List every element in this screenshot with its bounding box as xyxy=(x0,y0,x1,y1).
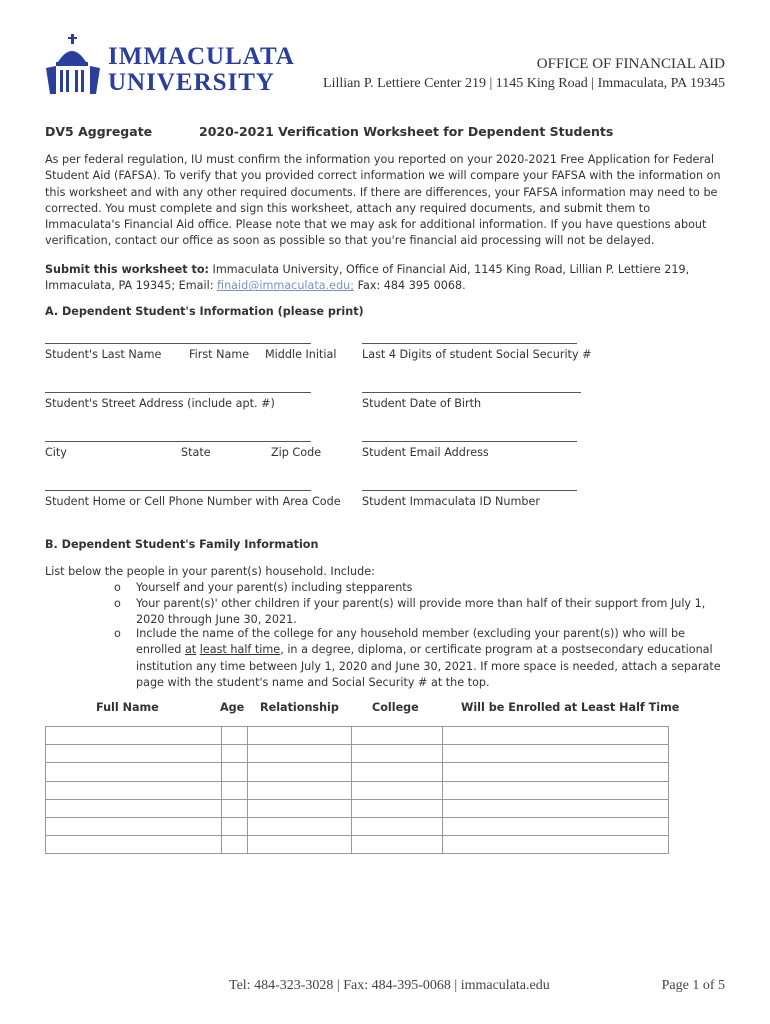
dob-label: Student Date of Birth xyxy=(362,397,482,410)
intro-paragraph: As per federal regulation, IU must confirm the information you reported on your 2020-2021 Free Application for Federal Student Aid (FAFSA). To verify that you provided correct information we will compare your FAFSA with the information on this worksheet and with any other required documents. If there are differences, your FAFSA information may need to be corrected. You must complete and sign this worksheet, attach any required documents, and submit them to Immaculata's Financial Aid office. Please note that we may ask for additional information. If you have questions about verification, contact our office as soon as possible so that you're financial aid processing will not be delayed. xyxy=(45,153,721,248)
logo-line2: UNIVERSITY xyxy=(108,69,275,96)
state-label: State xyxy=(181,446,211,459)
street-line[interactable] xyxy=(45,392,311,393)
submit-label: Submit this worksheet to: xyxy=(45,263,209,276)
item3-pre: Include the name of the college for any household member (excluding your parent(s)) who will be enrolled xyxy=(136,627,685,657)
email-link[interactable]: finaid@immaculata.edu; xyxy=(217,279,355,293)
col-college: College xyxy=(372,701,419,714)
item3-underline-2: least half time xyxy=(199,643,281,657)
table-row xyxy=(46,817,669,835)
last-name-label: Student's Last Name xyxy=(45,348,162,361)
section-b-heading: B. Dependent Student's Family Information xyxy=(45,538,319,551)
table-row xyxy=(46,781,669,799)
list-item-1: Yourself and your parent(s) including stepparents xyxy=(136,581,413,594)
email-label: Student Email Address xyxy=(362,446,489,459)
office-address: Lillian P. Lettiere Center 219 | 1145 King Road | Immaculata, PA 19345 xyxy=(323,76,725,91)
form-code: DV5 Aggregate xyxy=(45,124,153,139)
col-full-name: Full Name xyxy=(96,701,159,714)
phone-line[interactable] xyxy=(45,490,311,491)
list-item-3 xyxy=(136,626,726,691)
city-line[interactable] xyxy=(45,441,311,442)
household-table xyxy=(45,726,669,854)
city-label: City xyxy=(45,446,67,459)
ssn-line[interactable] xyxy=(362,343,577,344)
email-line[interactable] xyxy=(362,441,577,442)
dome-icon xyxy=(44,32,104,96)
list-item-2: Your parent(s)' other children if your parent(s) will provide more than half of their support from July 1, 2020 through June 30, 2021. xyxy=(136,597,706,627)
street-label: Student's Street Address (include apt. #) xyxy=(45,397,275,410)
bullet-1: o xyxy=(114,581,121,594)
university-logo xyxy=(44,32,295,96)
footer-contact: Tel: 484-323-3028 | Fax: 484-395-0068 | immaculata.edu xyxy=(229,978,550,993)
col-relationship: Relationship xyxy=(260,701,339,714)
table-row xyxy=(46,836,669,854)
zip-label: Zip Code xyxy=(271,446,322,459)
ssn-label: Last 4 Digits of student Social Security # xyxy=(362,348,592,361)
form-title: 2020-2021 Verification Worksheet for Dependent Students xyxy=(199,124,614,139)
logo-line1: IMMACULATA xyxy=(108,43,295,70)
table-row xyxy=(46,727,669,745)
table-row xyxy=(46,745,669,763)
item3-post: , in a degree, diploma, or certificate program at a postsecondary educational institution any time between July 1, 2020 and June 30, 2021. If more space is needed, attach a separate page with the student's name and Social Security # at the top. xyxy=(136,643,721,689)
bullet-2: o xyxy=(114,597,121,610)
dob-line[interactable] xyxy=(362,392,581,393)
middle-initial-label: Middle Initial xyxy=(265,348,337,361)
phone-label: Student Home or Cell Phone Number with Area Code xyxy=(45,495,341,508)
submit-fax: Fax: 484 395 0068. xyxy=(354,279,466,293)
submit-text: Immaculata University, Office of Financial Aid, 1145 King Road, Lillian P. Lettiere 219, Immaculata, PA 19345; Email: xyxy=(45,263,690,293)
col-enrolled: Will be Enrolled at Least Half Time xyxy=(461,701,680,714)
bullet-3: o xyxy=(114,627,121,640)
id-line[interactable] xyxy=(362,490,577,491)
first-name-label: First Name xyxy=(189,348,250,361)
section-b-intro: List below the people in your parent(s) household. Include: xyxy=(45,565,375,578)
table-row xyxy=(46,799,669,817)
section-a-heading: A. Dependent Student's Information (please print) xyxy=(45,305,364,318)
page-number: Page 1 of 5 xyxy=(661,978,725,993)
item3-underline-1: at xyxy=(184,643,197,657)
name-line[interactable] xyxy=(45,343,311,344)
table-row xyxy=(46,763,669,781)
submit-paragraph xyxy=(45,262,705,295)
office-title: OFFICE OF FINANCIAL AID xyxy=(536,56,725,72)
id-label: Student Immaculata ID Number xyxy=(362,495,540,508)
col-age: Age xyxy=(220,701,245,714)
